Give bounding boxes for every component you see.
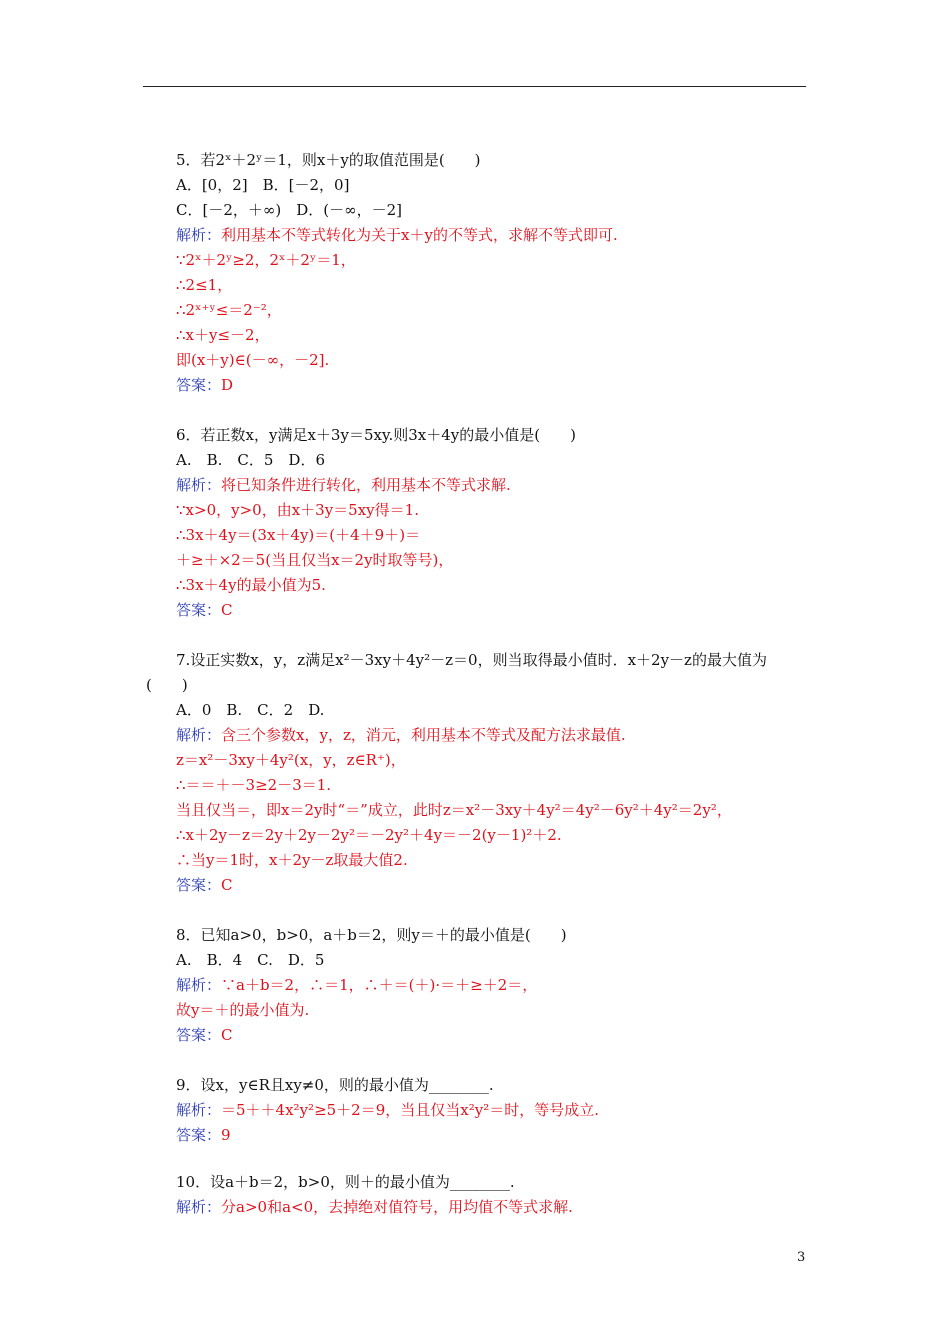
answer-options: C．[－2，＋∞) D．(－∞，－2]	[176, 201, 402, 219]
answer-line	[176, 875, 233, 895]
answer-value: 9	[221, 1126, 231, 1144]
problem-stem: 5．若2ˣ＋2ʸ＝1，则x＋y的取值范围是( )	[176, 151, 481, 169]
answer-value: D	[221, 376, 234, 394]
page-number: 3	[797, 1250, 806, 1265]
analysis-text: 含三个参数x，y，z，消元，利用基本不等式及配方法求最值.	[221, 726, 626, 744]
analysis-step: 当且仅当＝，即x＝2y时“＝”成立，此时z＝x²－3xy＋4y²＝4y²－6y²＋4y²＝2y²，	[176, 801, 732, 819]
problem-stem: 6．若正数x，y满足x＋3y＝5xy.则3x＋4y的最小值是( )	[176, 426, 576, 444]
analysis-step: ∵x>0，y>0，由x＋3y＝5xy得＝1.	[176, 501, 419, 519]
analysis-step: ∴x＋y≤－2，	[176, 326, 270, 344]
analysis-label: 解析：	[176, 476, 222, 494]
analysis-label: 解析：	[176, 1101, 222, 1119]
answer-line	[176, 1125, 231, 1145]
analysis-line	[176, 975, 537, 995]
answer-line	[176, 600, 233, 620]
analysis-label: 解析：	[176, 1198, 222, 1216]
problem-stem: 9．设x，y∈R且xy≠0，则的最小值为________.	[176, 1076, 494, 1094]
answer-label: 答案：	[176, 876, 222, 894]
analysis-step: ∴3x＋4y＝(3x＋4y)＝(＋4＋9＋)＝	[176, 526, 421, 544]
answer-label: 答案：	[176, 601, 222, 619]
answer-value: C	[221, 1026, 233, 1044]
analysis-step: ∵2ˣ＋2ʸ≥2，2ˣ＋2ʸ＝1，	[176, 251, 356, 269]
analysis-label: 解析：	[176, 976, 222, 994]
analysis-step: ＋≥＋×2＝5(当且仅当x＝2y时取等号)，	[176, 551, 454, 569]
analysis-step: 即(x＋y)∈(－∞，－2].	[176, 351, 330, 369]
analysis-step: ∴x＋2y－z＝2y＋2y－2y²＝－2y²＋4y＝－2(y－1)²＋2.	[176, 826, 562, 844]
analysis-step: 故y＝＋的最小值为.	[176, 1001, 310, 1019]
analysis-text: 将已知条件进行转化，利用基本不等式求解.	[221, 476, 511, 494]
answer-options: A．[0，2] B．[－2，0]	[176, 176, 350, 194]
problem-stem: 8．已知a>0，b>0，a＋b＝2，则y＝＋的最小值是( )	[176, 926, 567, 944]
analysis-label: 解析：	[176, 226, 222, 244]
answer-options: A. B．4 C. D．5	[176, 951, 325, 969]
answer-options: A．0 B. C．2 D.	[176, 701, 325, 719]
analysis-step: z＝x²－3xy＋4y²(x，y，z∈R⁺)，	[176, 751, 406, 769]
answer-value: C	[221, 601, 233, 619]
problem-stem: 10．设a＋b＝2，b>0，则＋的最小值为________.	[176, 1173, 515, 1191]
answer-line	[176, 1025, 233, 1045]
analysis-step: ∴当y＝1时，x＋2y－z取最大值2.	[176, 851, 408, 869]
analysis-line	[176, 1100, 599, 1120]
analysis-line	[176, 475, 511, 495]
answer-label: 答案：	[176, 1026, 222, 1044]
analysis-step: ∴＝＝＋－3≥2－3＝1.	[176, 776, 332, 794]
analysis-line	[176, 725, 626, 745]
answer-line	[176, 375, 233, 395]
analysis-step: ∴3x＋4y的最小值为5.	[176, 576, 326, 594]
problem-stem-continued: ( )	[146, 676, 188, 694]
answer-label: 答案：	[176, 376, 222, 394]
analysis-line	[176, 1197, 573, 1217]
analysis-step: ∴2≤1，	[176, 276, 233, 294]
header-rule	[143, 86, 806, 87]
answer-value: C	[221, 876, 233, 894]
answer-label: 答案：	[176, 1126, 222, 1144]
answer-options: A. B. C．5 D．6	[176, 451, 325, 469]
analysis-label: 解析：	[176, 726, 222, 744]
analysis-text: 利用基本不等式转化为关于x＋y的不等式，求解不等式即可.	[221, 226, 618, 244]
problem-stem: 7.设正实数x，y，z满足x²－3xy＋4y²－z＝0，则当取得最小值时．x＋2y－z的最大值为	[176, 651, 767, 669]
analysis-step: ∴2ˣ⁺ʸ≤＝2⁻²，	[176, 301, 282, 319]
analysis-text: 分a>0和a<0，去掉绝对值符号，用均值不等式求解.	[221, 1198, 573, 1216]
analysis-text: ∵a＋b＝2，∴＝1，∴＋＝(＋)·＝＋≥＋2＝，	[221, 976, 538, 994]
analysis-text: ＝5＋＋4x²y²≥5＋2＝9，当且仅当x²y²＝时，等号成立.	[221, 1101, 599, 1119]
analysis-line	[176, 225, 618, 245]
